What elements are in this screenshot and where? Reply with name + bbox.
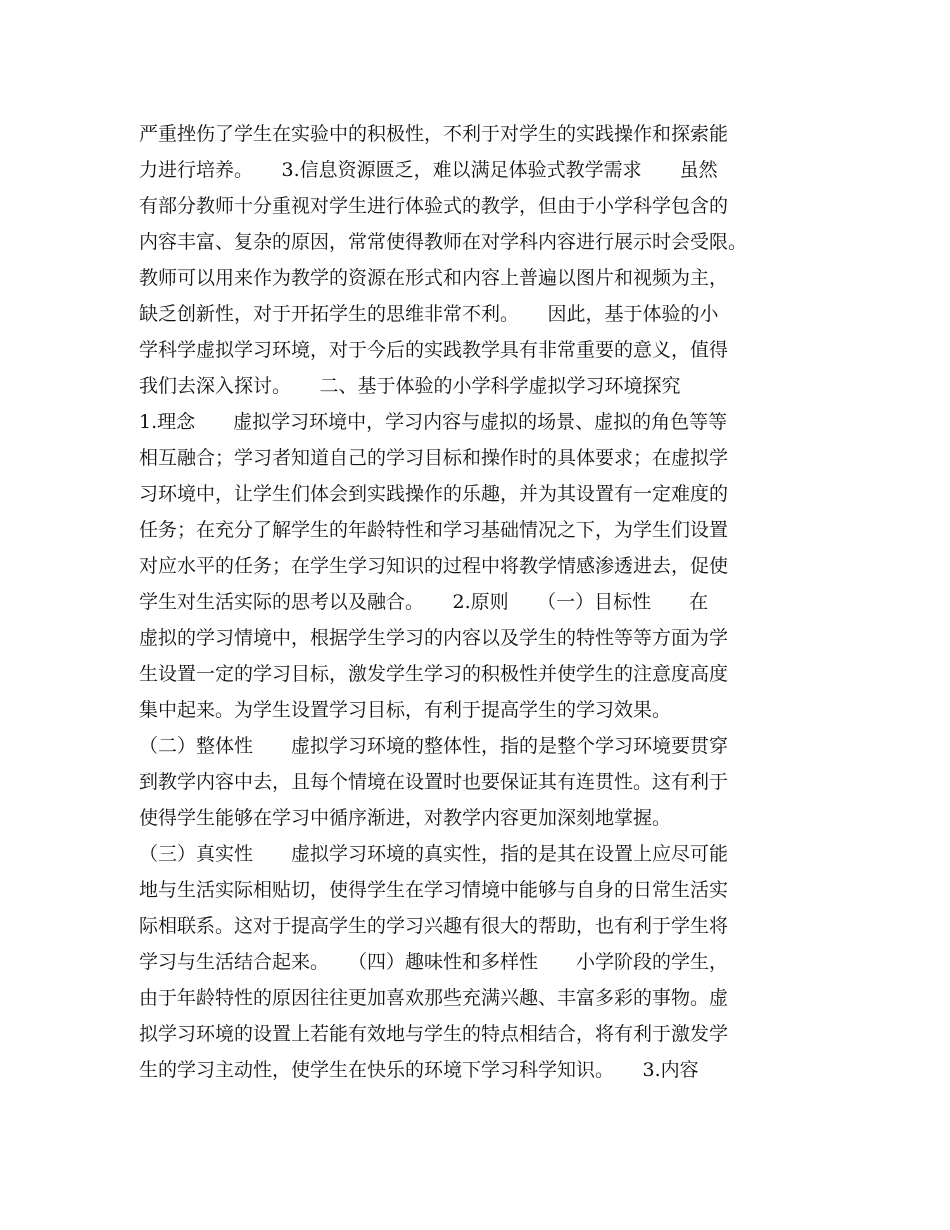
text-line: 1.理念 虚拟学习环境中，学习内容与虚拟的场景、虚拟的角色等等 (139, 411, 728, 433)
text-line: 拟学习环境的设置上若能有效地与学生的特点相结合，将有利于激发学 (139, 1023, 729, 1045)
text-line: （二）整体性 虚拟学习环境的整体性，指的是整个学习环境要贯穿 (139, 735, 729, 757)
text-line: 力进行培养。 3.信息资源匮乏，难以满足体验式教学需求 虽然 (139, 159, 718, 181)
text-line: 地与生活实际相贴切，使得学生在学习情境中能够与自身的日常生活实 (139, 879, 729, 901)
text-line: 际相联系。这对于提高学生的学习兴趣有很大的帮助，也有利于学生将 (139, 915, 729, 937)
text-line: 相互融合；学习者知道自己的学习目标和操作时的具体要求；在虚拟学 (139, 447, 729, 469)
text-line: 教师可以用来作为教学的资源在形式和内容上普遍以图片和视频为主， (139, 267, 729, 289)
text-line: 缺乏创新性，对于开拓学生的思维非常不利。 因此，基于体验的小 (139, 303, 719, 325)
text-line: （三）真实性 虚拟学习环境的真实性，指的是其在设置上应尽可能 (139, 843, 729, 865)
text-line: 内容丰富、复杂的原因，常常使得教师在对学科内容进行展示时会受限。 (139, 231, 748, 253)
text-line: 使得学生能够在学习中循序渐进，对教学内容更加深刻地掌握。 (139, 807, 672, 829)
text-line: 集中起来。为学生设置学习目标，有利于提高学生的学习效果。 (139, 699, 672, 721)
body-text (139, 116, 839, 1088)
text-line: 习环境中，让学生们体会到实践操作的乐趣，并为其设置有一定难度的 (139, 483, 729, 505)
text-line: 我们去深入探讨。 二、基于体验的小学科学虚拟学习环境探究 (139, 375, 681, 397)
text-line: 学科学虚拟学习环境，对于今后的实践教学具有非常重要的意义，值得 (139, 339, 729, 361)
text-line: 学生对生活实际的思考以及融合。 2.原则 （一）目标性 在 (139, 591, 709, 613)
text-line: 生设置一定的学习目标，激发学生学习的积极性并使学生的注意度高度 (139, 663, 729, 685)
text-line: 学习与生活结合起来。 （四）趣味性和多样性 小学阶段的学生， (139, 951, 729, 973)
text-line: 严重挫伤了学生在实验中的积极性，不利于对学生的实践操作和探索能 (139, 123, 729, 145)
text-line: 到教学内容中去，且每个情境在设置时也要保证其有连贯性。这有利于 (139, 771, 729, 793)
text-line: 有部分教师十分重视对学生进行体验式的教学，但由于小学科学包含的 (139, 195, 729, 217)
text-line: 由于年龄特性的原因往往更加喜欢那些充满兴趣、丰富多彩的事物。虚 (139, 987, 729, 1009)
text-line: 虚拟的学习情境中，根据学生学习的内容以及学生的特性等等方面为学 (139, 627, 729, 649)
text-line: 任务；在充分了解学生的年龄特性和学习基础情况之下，为学生们设置 (139, 519, 729, 541)
text-line: 对应水平的任务；在学生学习知识的过程中将教学情感渗透进去，促使 (139, 555, 729, 577)
text-line: 生的学习主动性，使学生在快乐的环境下学习科学知识。 3.内容 (139, 1059, 699, 1081)
